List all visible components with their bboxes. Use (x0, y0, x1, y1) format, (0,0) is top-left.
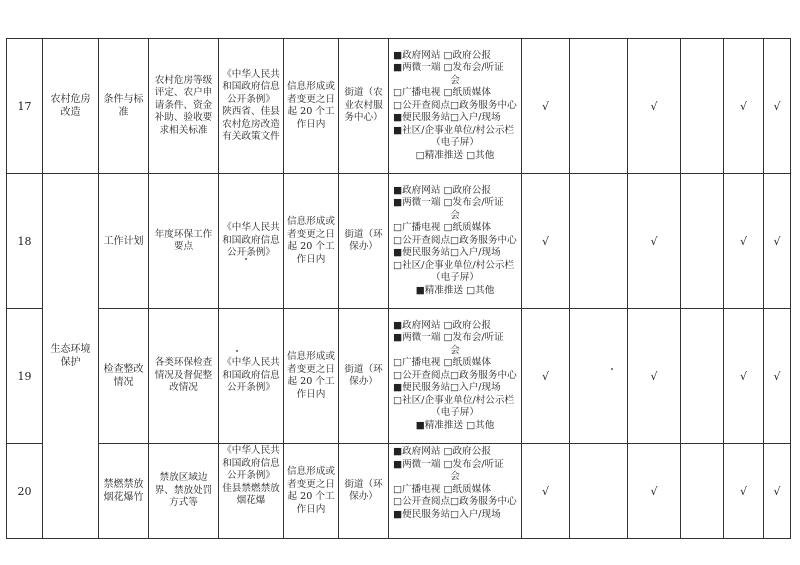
channel-line: □公开查阅点□政务服务中心 (393, 234, 517, 246)
channel-line: □社区/企事业单位/村公示栏 (393, 259, 515, 271)
channel-line: □广播电视 □纸质媒体 (393, 87, 491, 99)
channel-line: ■两微一端 □发布会/听证 (393, 458, 504, 470)
channel-line: ■政府网站 □政府公报 (393, 319, 491, 331)
channel-line: ■政府网站 □政府公报 (393, 49, 491, 61)
check-mark (570, 174, 628, 309)
basis-cell: 《中华人民共和国政府信息公开条例》 陕西省、佳县农村危房改造有关政策文件 (219, 39, 284, 174)
channel-line: 会 (450, 471, 460, 482)
check-mark: √ (724, 309, 764, 444)
channel-line: ■政府网站 □政府公报 (393, 446, 491, 457)
content-cell: 禁放区域边界、禁放处罚方式等 (149, 444, 219, 539)
channels-cell (389, 39, 522, 174)
channel-line: □公开查阅点□政务服务中心 (393, 496, 517, 507)
channel-line: □广播电视 □纸质媒体 (393, 222, 491, 234)
check-mark: √ (724, 39, 764, 174)
check-mark: √ (764, 39, 791, 174)
channel-line: ■便民服务站□入户/现场 (393, 112, 501, 124)
channel-line: ■两微一端 □发布会/听证 (393, 332, 504, 344)
channel-line: □广播电视 □纸质媒体 (393, 357, 491, 369)
row-number: 18 (7, 174, 43, 309)
basis-cell: 《中华人民共和国政府信息公开条例》 (219, 309, 284, 444)
time-limit-cell: 信息形成或者变更之日起 20 个工作日内 (284, 39, 339, 174)
scan-speck (245, 258, 247, 260)
channel-line: □精准推送 □其他 (415, 149, 495, 161)
channels-cell (389, 444, 522, 539)
scan-speck (611, 368, 613, 370)
check-mark: √ (724, 174, 764, 309)
basis-cell: 《中华人民共和国政府信息公开条例》 佳县禁燃禁放烟花爆 (219, 444, 284, 539)
subject-cell: 条件与标准 (99, 39, 149, 174)
channel-line: ■两微一端 □发布会/听证 (393, 62, 504, 74)
channels-cell (389, 174, 522, 309)
check-mark: √ (628, 309, 681, 444)
table-row (7, 444, 791, 539)
check-mark (681, 39, 724, 174)
channel-line: ■社区/企事业单位/村公示栏 (393, 124, 515, 136)
check-mark (681, 309, 724, 444)
check-mark: √ (628, 39, 681, 174)
check-mark: √ (628, 174, 681, 309)
check-mark: √ (628, 444, 681, 539)
table-row (7, 309, 791, 444)
channel-line: 会 (450, 344, 460, 356)
channel-line: 会 (450, 209, 460, 221)
check-mark: √ (764, 309, 791, 444)
subject-org-cell: 街道（环保办） (339, 309, 389, 444)
channel-line: □社区/企事业单位/村公示栏 (393, 394, 515, 406)
content-cell: 年度环保工作要点 (149, 174, 219, 309)
scan-speck (236, 350, 238, 352)
channel-line: ■精准推送 □其他 (415, 419, 495, 431)
channel-line: ■便民服务站□入户/现场 (393, 247, 501, 259)
check-mark: √ (522, 39, 570, 174)
time-limit-cell: 信息形成或者变更之日起 20 个工作日内 (284, 174, 339, 309)
check-mark: √ (724, 444, 764, 539)
channel-line: 会 (450, 74, 460, 86)
check-mark: √ (764, 444, 791, 539)
check-mark (570, 309, 628, 444)
check-mark: √ (522, 309, 570, 444)
check-mark (570, 39, 628, 174)
channel-line: □广播电视 □纸质媒体 (393, 483, 491, 495)
content-cell: 农村危房等级评定、农户申请条件、资金补助、验收要求相关标准 (149, 39, 219, 174)
check-mark: √ (764, 174, 791, 309)
table-row (7, 39, 791, 174)
check-mark: √ (522, 174, 570, 309)
channel-line: □公开查阅点□政务服务中心 (393, 369, 517, 381)
channel-line: ■政府网站 □政府公报 (393, 184, 491, 196)
subject-cell: 禁燃禁放烟花爆竹 (99, 444, 149, 539)
disclosure-table (6, 38, 791, 539)
check-mark (681, 444, 724, 539)
subject-org-cell: 街道（环保办） (339, 174, 389, 309)
channel-line: （电子屏） (431, 272, 479, 284)
content-cell: 各类环保检查情况及督促整改情况 (149, 309, 219, 444)
channel-line: ■两微一端 □发布会/听证 (393, 197, 504, 209)
subject-org-cell: 街道（环保办） (339, 444, 389, 539)
channel-line: （电子屏） (431, 407, 479, 419)
row-number: 19 (7, 309, 43, 444)
time-limit-cell: 信息形成或者变更之日起 20 个工作日内 (284, 444, 339, 539)
check-mark (570, 444, 628, 539)
subject-cell: 检查整改情况 (99, 309, 149, 444)
channel-line: ■精准推送 □其他 (415, 284, 495, 296)
check-mark (681, 174, 724, 309)
subject-org-cell: 街道（农业农村服务中心） (339, 39, 389, 174)
subject-cell: 工作计划 (99, 174, 149, 309)
check-mark: √ (522, 444, 570, 539)
category-cell: 生态环境保护 (43, 174, 99, 539)
table-row (7, 174, 791, 309)
channel-line: ■便民服务站□入户/现场 (393, 508, 501, 520)
time-limit-cell: 信息形成或者变更之日起 20 个工作日内 (284, 309, 339, 444)
row-number: 20 (7, 444, 43, 539)
channel-line: □公开查阅点□政务服务中心 (393, 99, 517, 111)
basis-cell: 《中华人民共和国政府信息公开条例》 (219, 174, 284, 309)
channel-line: （电子屏） (431, 137, 479, 149)
channels-cell (389, 309, 522, 444)
channel-line: ■便民服务站□入户/现场 (393, 382, 501, 394)
category-cell: 农村危房改造 (43, 39, 99, 174)
row-number: 17 (7, 39, 43, 174)
